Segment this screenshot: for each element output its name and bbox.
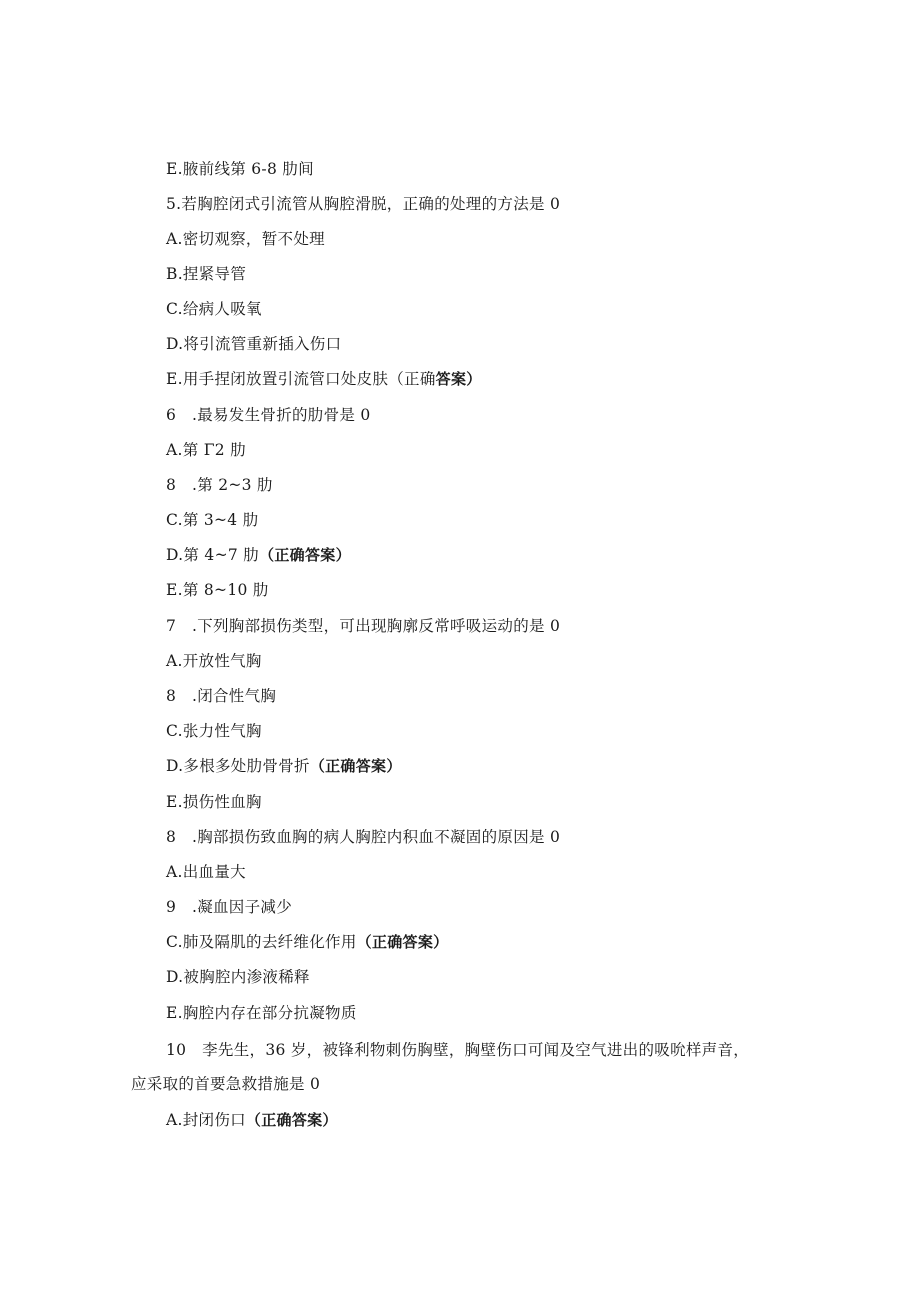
option-line: D.将引流管重新插入伤口 [166,335,342,353]
option-line: C.第 3~4 肋 [166,511,259,529]
option-line: A.出血量大 [166,863,246,881]
option-line: E.胸腔内存在部分抗凝物质 [166,1004,357,1022]
option-line: C.给病人吸氧 [166,300,262,318]
option-line-correct: D.第 4~7 肋（正确答案） [166,546,351,564]
question-line-continuation: 应采取的首要急救措施是 0 [131,1075,321,1093]
option-line-correct: A.封闭伤口（正确答案） [166,1111,338,1129]
option-line: A.密切观察，暂不处理 [166,230,325,248]
question-line: 10 李先生，36 岁，被锋利物刺伤胸壁，胸壁伤口可闻及空气进出的吸吮样声音， [166,1041,750,1059]
option-line-correct: C.肺及隔肌的去纤维化作用（正确答案） [166,933,449,951]
option-line: E.第 8~10 肋 [166,581,269,599]
option-line: 8 .第 2~3 肋 [166,476,273,494]
option-line: B.捏紧导管 [166,265,247,283]
question-line: 5.若胸腔闭式引流管从胸腔滑脱，正确的处理的方法是 0 [166,195,561,213]
question-line: 6 .最易发生骨折的肋骨是 0 [166,406,371,424]
option-line: 8 .闭合性气胸 [166,687,277,705]
option-line: 9 .凝血因子减少 [166,898,292,916]
question-line: 7 .下列胸部损伤类型，可出现胸廓反常呼吸运动的是 0 [166,617,561,635]
option-line-correct: E.用手捏闭放置引流管口处皮肤（正确答案） [166,370,482,388]
option-line: A.第 Γ2 肋 [166,441,246,459]
option-line: A.开放性气胸 [166,652,262,670]
question-line: 8 .胸部损伤致血胸的病人胸腔内积血不凝固的原因是 0 [166,828,561,846]
option-line: E.损伤性血胸 [166,793,262,811]
option-line: C.张力性气胸 [166,722,262,740]
option-line-correct: D.多根多处肋骨骨折（正确答案） [166,757,402,775]
option-line: D.被胸腔内渗液稀释 [166,968,310,986]
option-line: E.腋前线第 6-8 肋间 [166,160,314,178]
